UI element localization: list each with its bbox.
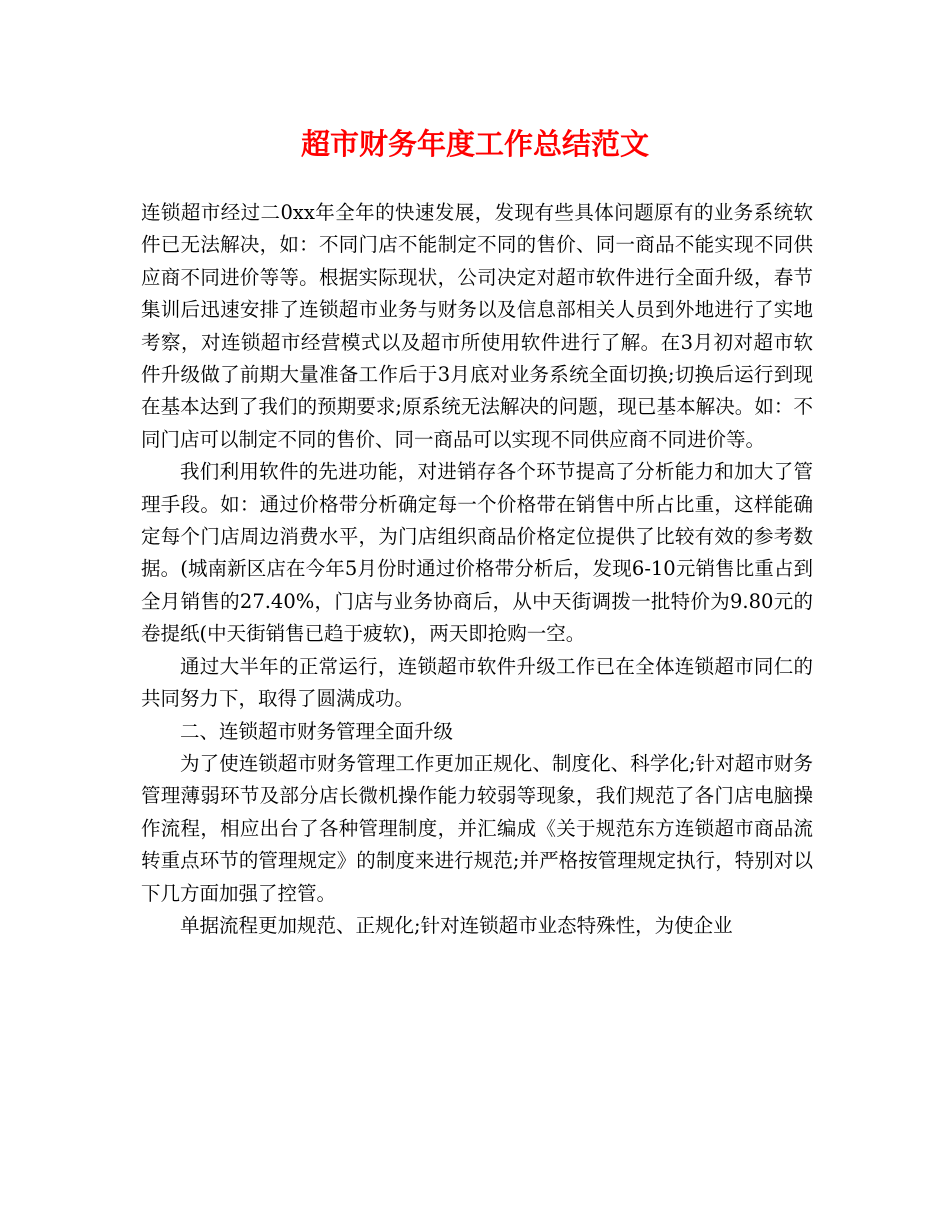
- section-heading-2: 二、连锁超市财务管理全面升级: [180, 719, 454, 743]
- document-body: [141, 197, 813, 942]
- paragraph-4: 为了使连锁超市财务管理工作更加正规化、制度化、科学化;针对超市财务管理薄弱环节及部分店长微机操作能力较弱等现象，我们规范了各门店电脑操作流程，相应出台了各种管理制度，并汇编成《关于规范东方连锁超市商品流转重点环节的管理规定》的制度来进行规范;并严格按管理规定执行，特别对以下几方面加强了控管。: [141, 751, 813, 905]
- paragraph-5: 单据流程更加规范、正规化;针对连锁超市业态特殊性，为使企业: [180, 913, 733, 937]
- paragraph-2: 我们利用软件的先进功能，对进销存各个环节提高了分析能力和加大了管理手段。如：通过价格带分析确定每一个价格带在销售中所占比重，这样能确定每个门店周边消费水平，为门店组织商品价格定位提供了比较有效的参考数据。(城南新区店在今年5月份时通过价格带分析后，发现6-10元销售比重占到全月销售的27.40%，门店与业务协商后，从中天街调拨一批特价为9.80元的卷提纸(中天街销售已趋于疲软)，两天即抢购一空。: [141, 460, 813, 646]
- paragraph-3: 通过大半年的正常运行，连锁超市软件升级工作已在全体连锁超市同仁的共同努力下，取得了圆满成功。: [141, 654, 813, 711]
- document-title: 超市财务年度工作总结范文: [300, 127, 649, 161]
- paragraph-1: 连锁超市经过二0xx年全年的快速发展，发现有些具体问题原有的业务系统软件已无法解决，如：不同门店不能制定不同的售价、同一商品不能实现不同供应商不同进价等等。根据实际现状，公司决定对超市软件进行全面升级，春节集训后迅速安排了连锁超市业务与财务以及信息部相关人员到外地进行了实地考察，对连锁超市经营模式以及超市所使用软件进行了解。在3月初对超市软件升级做了前期大量准备工作后于3月底对业务系统全面切换;切换后运行到现在基本达到了我们的预期要求;原系统无法解决的问题，现已基本解决。如：不同门店可以制定不同的售价、同一商品可以实现不同供应商不同进价等。: [141, 201, 813, 451]
